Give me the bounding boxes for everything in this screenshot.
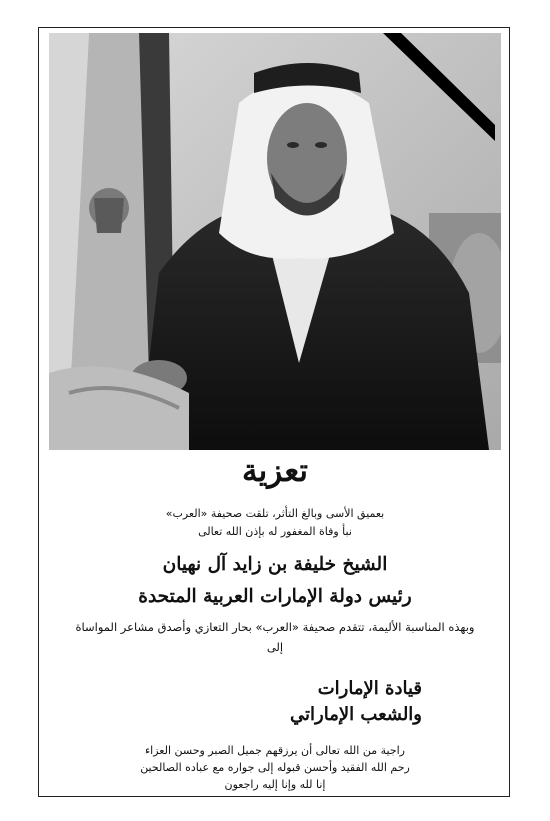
black-ribbon-icon <box>375 33 495 143</box>
closing-line-3: إنا لله وإنا إليه راجعون <box>224 778 326 791</box>
closing-text <box>49 742 501 793</box>
intro-text <box>49 505 501 541</box>
occasion-line-1: وبهذه المناسبة الأليمة، تتقدم صحيفة «العرب» بحار التعازي وأصدق مشاعر المواساة <box>75 620 475 634</box>
occasion-text <box>49 617 501 657</box>
deceased-name <box>49 549 501 613</box>
portrait-photo <box>49 33 501 450</box>
intro-line-2: نبأ وفاة المغفور له بإذن الله تعالى <box>198 525 352 538</box>
page-title: تعزية <box>242 453 308 489</box>
recipients <box>290 676 422 728</box>
occasion-line-2: إلى <box>266 640 284 654</box>
closing-line-2: رحم الله الفقيد وأحسن قبوله إلى جواره مع عباده الصالحين <box>140 761 410 774</box>
position-line: رئيس دولة الإمارات العربية المتحدة <box>138 586 412 607</box>
recipient-line-1: قيادة الإمارات <box>317 678 422 699</box>
closing-line-1: راجية من الله تعالى أن يرزقهم جميل الصبر وحسن العزاء <box>145 744 405 757</box>
intro-line-1: بعميق الأسى وبالغ التأثر، تلقت صحيفة «العرب» <box>165 507 385 520</box>
name-line: الشيخ خليفة بن زايد آل نهيان <box>162 554 388 575</box>
recipient-line-2: والشعب الإماراتي <box>290 704 422 725</box>
